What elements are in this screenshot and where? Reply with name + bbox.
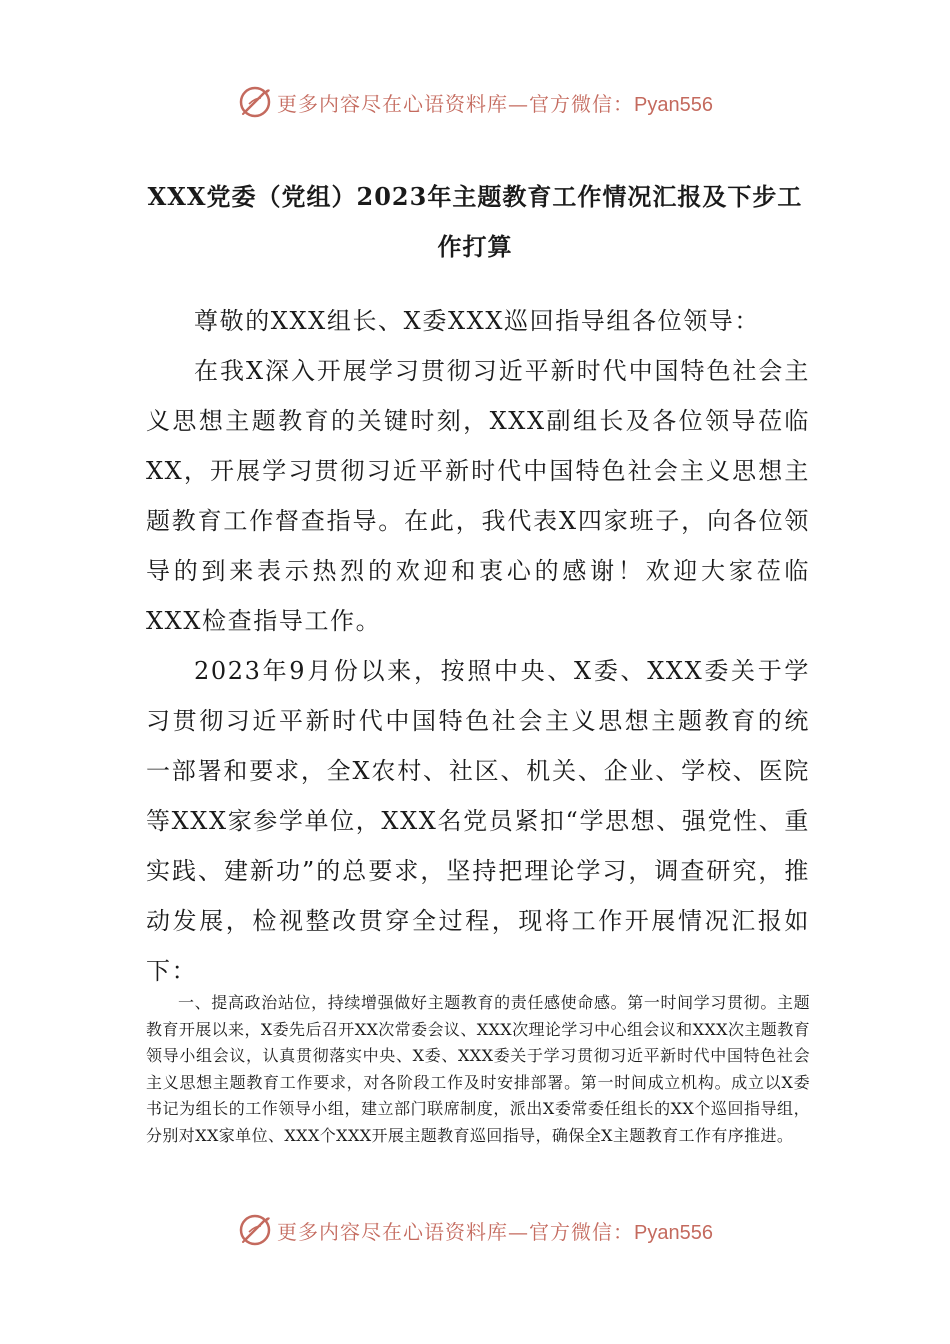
- paragraph-intro: 在我X深入开展学习贯彻习近平新时代中国特色社会主义思想主题教育的关键时刻，XXX副组长及各位领导莅临XX，开展学习贯彻习近平新时代中国特色社会主义思想主题教育工作督查指导。在此，我代表X四家班子，向各位领导的到来表示热烈的欢迎和衷心的感谢！欢迎大家莅临XXX检查指导工作。: [146, 357, 810, 635]
- salutation: 尊敬的XXX组长、X委XXX巡回指导组各位领导：: [194, 307, 761, 335]
- paragraph-overview: 2023年9月份以来，按照中央、X委、XXX委关于学习贯彻习近平新时代中国特色社会主义思想主题教育的统一部署和要求，全X农村、社区、机关、企业、学校、医院等XXX家参学单位，XXX名党员紧扣“学思想、强党性、重实践、建新功”的总要求，坚持把理论学习，调查研究，推动发展，检视整改贯穿全过程，现将工作开展情况汇报如下：: [146, 657, 810, 985]
- section-one-paragraph: 一、提高政治站位，持续增强做好主题教育的责任感使命感。第一时间学习贯彻。主题教育开展以来，X委先后召开XX次常委会议、XXX次理论学习中心组会议和XXX次主题教育领导小组会议，认真贯彻落实中央、X委、XXX委关于学习贯彻习近平新时代中国特色社会主义思想主题教育工作要求，对各阶段工作及时安排部署。第一时间成立机构。成立以X委书记为组长的工作领导小组，建立部门联席制度，派出X委常委任组长的XX个巡回指导组，分别对XX家单位、XXX个XXX开展主题教育巡回指导，确保全X主题教育工作有序推进。: [146, 993, 810, 1145]
- quill-seal-icon: [237, 1212, 273, 1248]
- watermark-wechat-id: Pyan556: [634, 1221, 713, 1244]
- watermark-text: 更多内容尽在心语资料库—官方微信：Pyan556: [277, 1219, 713, 1244]
- watermark-wechat-id: Pyan556: [634, 93, 713, 116]
- watermark-header: [0, 80, 950, 124]
- quill-seal-icon: [237, 84, 273, 120]
- document-body: [146, 296, 810, 996]
- watermark-footer: [0, 1208, 950, 1252]
- watermark-text: 更多内容尽在心语资料库—官方微信：Pyan556: [277, 91, 713, 116]
- document-title: XXX党委（党组）2023年主题教育工作情况汇报及下步工作打算: [147, 182, 803, 261]
